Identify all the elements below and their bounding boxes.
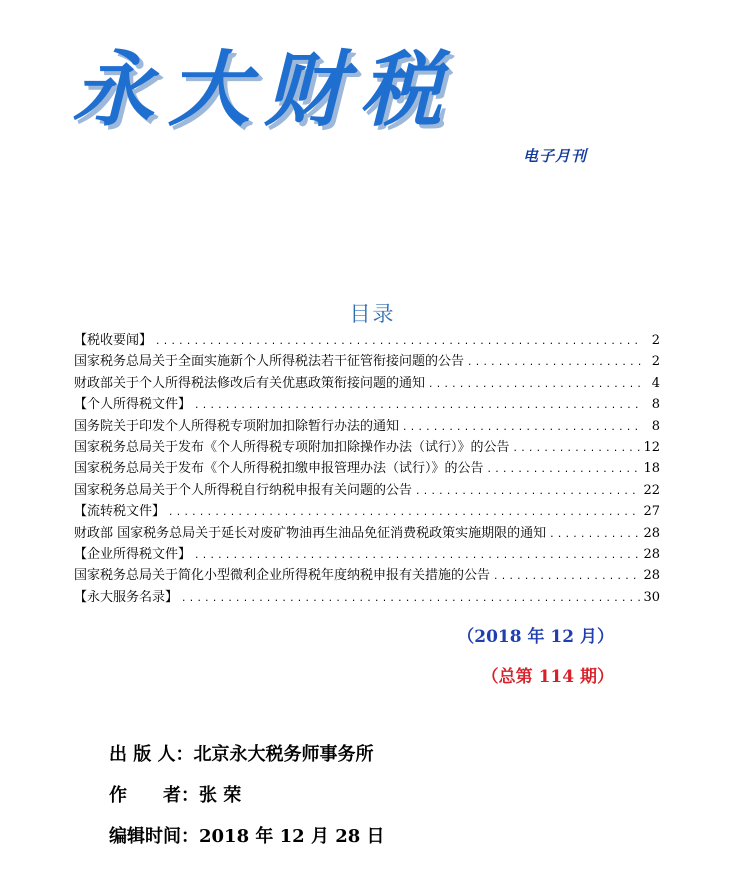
toc-dot-leader bbox=[168, 503, 640, 524]
toc-entry-text: 财政部关于个人所得税法修改后有关优惠政策衔接问题的通知 bbox=[74, 375, 426, 391]
toc-dot-leader bbox=[467, 353, 643, 374]
issue-number: （总第 114 期） bbox=[481, 667, 614, 687]
toc-dot-leader bbox=[402, 418, 643, 439]
toc-entry-tax-news[interactable] bbox=[74, 330, 660, 351]
toc-entry-page: 30 bbox=[643, 589, 660, 605]
toc-entry-text: 【税收要闻】 bbox=[74, 333, 153, 348]
toc-entry-page: 12 bbox=[643, 439, 660, 455]
toc-entry-individual-income-tax[interactable] bbox=[74, 394, 660, 415]
toc-entry-page: 22 bbox=[643, 482, 660, 498]
toc-entry[interactable] bbox=[74, 373, 660, 394]
toc-dot-leader bbox=[487, 460, 641, 481]
toc-entry[interactable] bbox=[74, 565, 660, 586]
toc-entry-text: 国家税务总局关于发布《个人所得税专项附加扣除操作办法（试行）》的公告 bbox=[74, 439, 510, 455]
toc-dot-leader bbox=[155, 332, 643, 353]
masthead-subtitle: 电子月刊 bbox=[523, 147, 588, 165]
toc-dot-leader bbox=[549, 525, 640, 546]
toc-entry-text: 【企业所得税文件】 bbox=[74, 546, 192, 562]
toc-entry-text: 国务院关于印发个人所得税专项附加扣除暂行办法的通知 bbox=[74, 418, 400, 434]
toc-dot-leader bbox=[194, 396, 643, 417]
toc-title: 目录 bbox=[349, 302, 396, 326]
toc-entry-page: 8 bbox=[651, 397, 660, 413]
table-of-contents bbox=[74, 330, 660, 608]
toc-entry-text: 国家税务总局关于个人所得税自行纳税申报有关问题的公告 bbox=[74, 482, 413, 498]
toc-entry[interactable] bbox=[74, 416, 660, 437]
toc-entry-text: 【个人所得税文件】 bbox=[74, 397, 192, 413]
toc-entry-corporate-income-tax[interactable] bbox=[74, 544, 660, 565]
toc-entry-text: 财政部 国家税务总局关于延长对废矿物油再生油品免征消费税政策实施期限的通知 bbox=[74, 525, 547, 541]
toc-dot-leader bbox=[194, 546, 640, 567]
toc-entry-text: 国家税务总局关于发布《个人所得税扣缴申报管理办法（试行）》的公告 bbox=[74, 461, 484, 477]
toc-entry-page: 28 bbox=[643, 546, 660, 562]
toc-entry-page: 27 bbox=[643, 504, 660, 520]
toc-entry-page: 28 bbox=[643, 568, 660, 584]
masthead-logo: 永大财税 bbox=[72, 43, 456, 138]
toc-entry-service-directory[interactable] bbox=[74, 587, 660, 608]
toc-entry[interactable] bbox=[74, 437, 660, 458]
toc-entry[interactable] bbox=[74, 480, 660, 501]
toc-dot-leader bbox=[428, 375, 643, 396]
toc-entry-page: 8 bbox=[651, 418, 660, 434]
toc-dot-leader bbox=[415, 482, 640, 503]
edit-time-line: 编辑时间：2018 年 12 月 28 日 bbox=[109, 826, 385, 847]
toc-entry[interactable] bbox=[74, 458, 660, 479]
toc-dot-leader bbox=[513, 439, 641, 460]
toc-dot-leader bbox=[493, 567, 640, 588]
toc-entry-page: 2 bbox=[651, 333, 660, 348]
publisher-line: 出 版 人：北京永大税务师事务所 bbox=[109, 744, 374, 765]
toc-entry-text: 【流转税文件】 bbox=[74, 504, 166, 520]
toc-entry-page: 2 bbox=[651, 354, 660, 370]
toc-entry-turnover-tax[interactable] bbox=[74, 501, 660, 522]
toc-entry-text: 【永大服务名录】 bbox=[74, 589, 179, 605]
toc-entry-text: 国家税务总局关于全面实施新个人所得税法若干征管衔接问题的公告 bbox=[74, 354, 465, 370]
toc-entry-page: 4 bbox=[651, 375, 660, 391]
author-line: 作 者：张 荣 bbox=[109, 785, 242, 806]
toc-entry[interactable] bbox=[74, 523, 660, 544]
toc-dot-leader bbox=[181, 589, 640, 610]
toc-entry-page: 18 bbox=[643, 461, 660, 477]
toc-entry-page: 28 bbox=[643, 525, 660, 541]
toc-entry[interactable] bbox=[74, 351, 660, 372]
issue-date: （2018 年 12 月） bbox=[457, 627, 614, 647]
toc-entry-text: 国家税务总局关于简化小型微利企业所得税年度纳税申报有关措施的公告 bbox=[74, 568, 491, 584]
